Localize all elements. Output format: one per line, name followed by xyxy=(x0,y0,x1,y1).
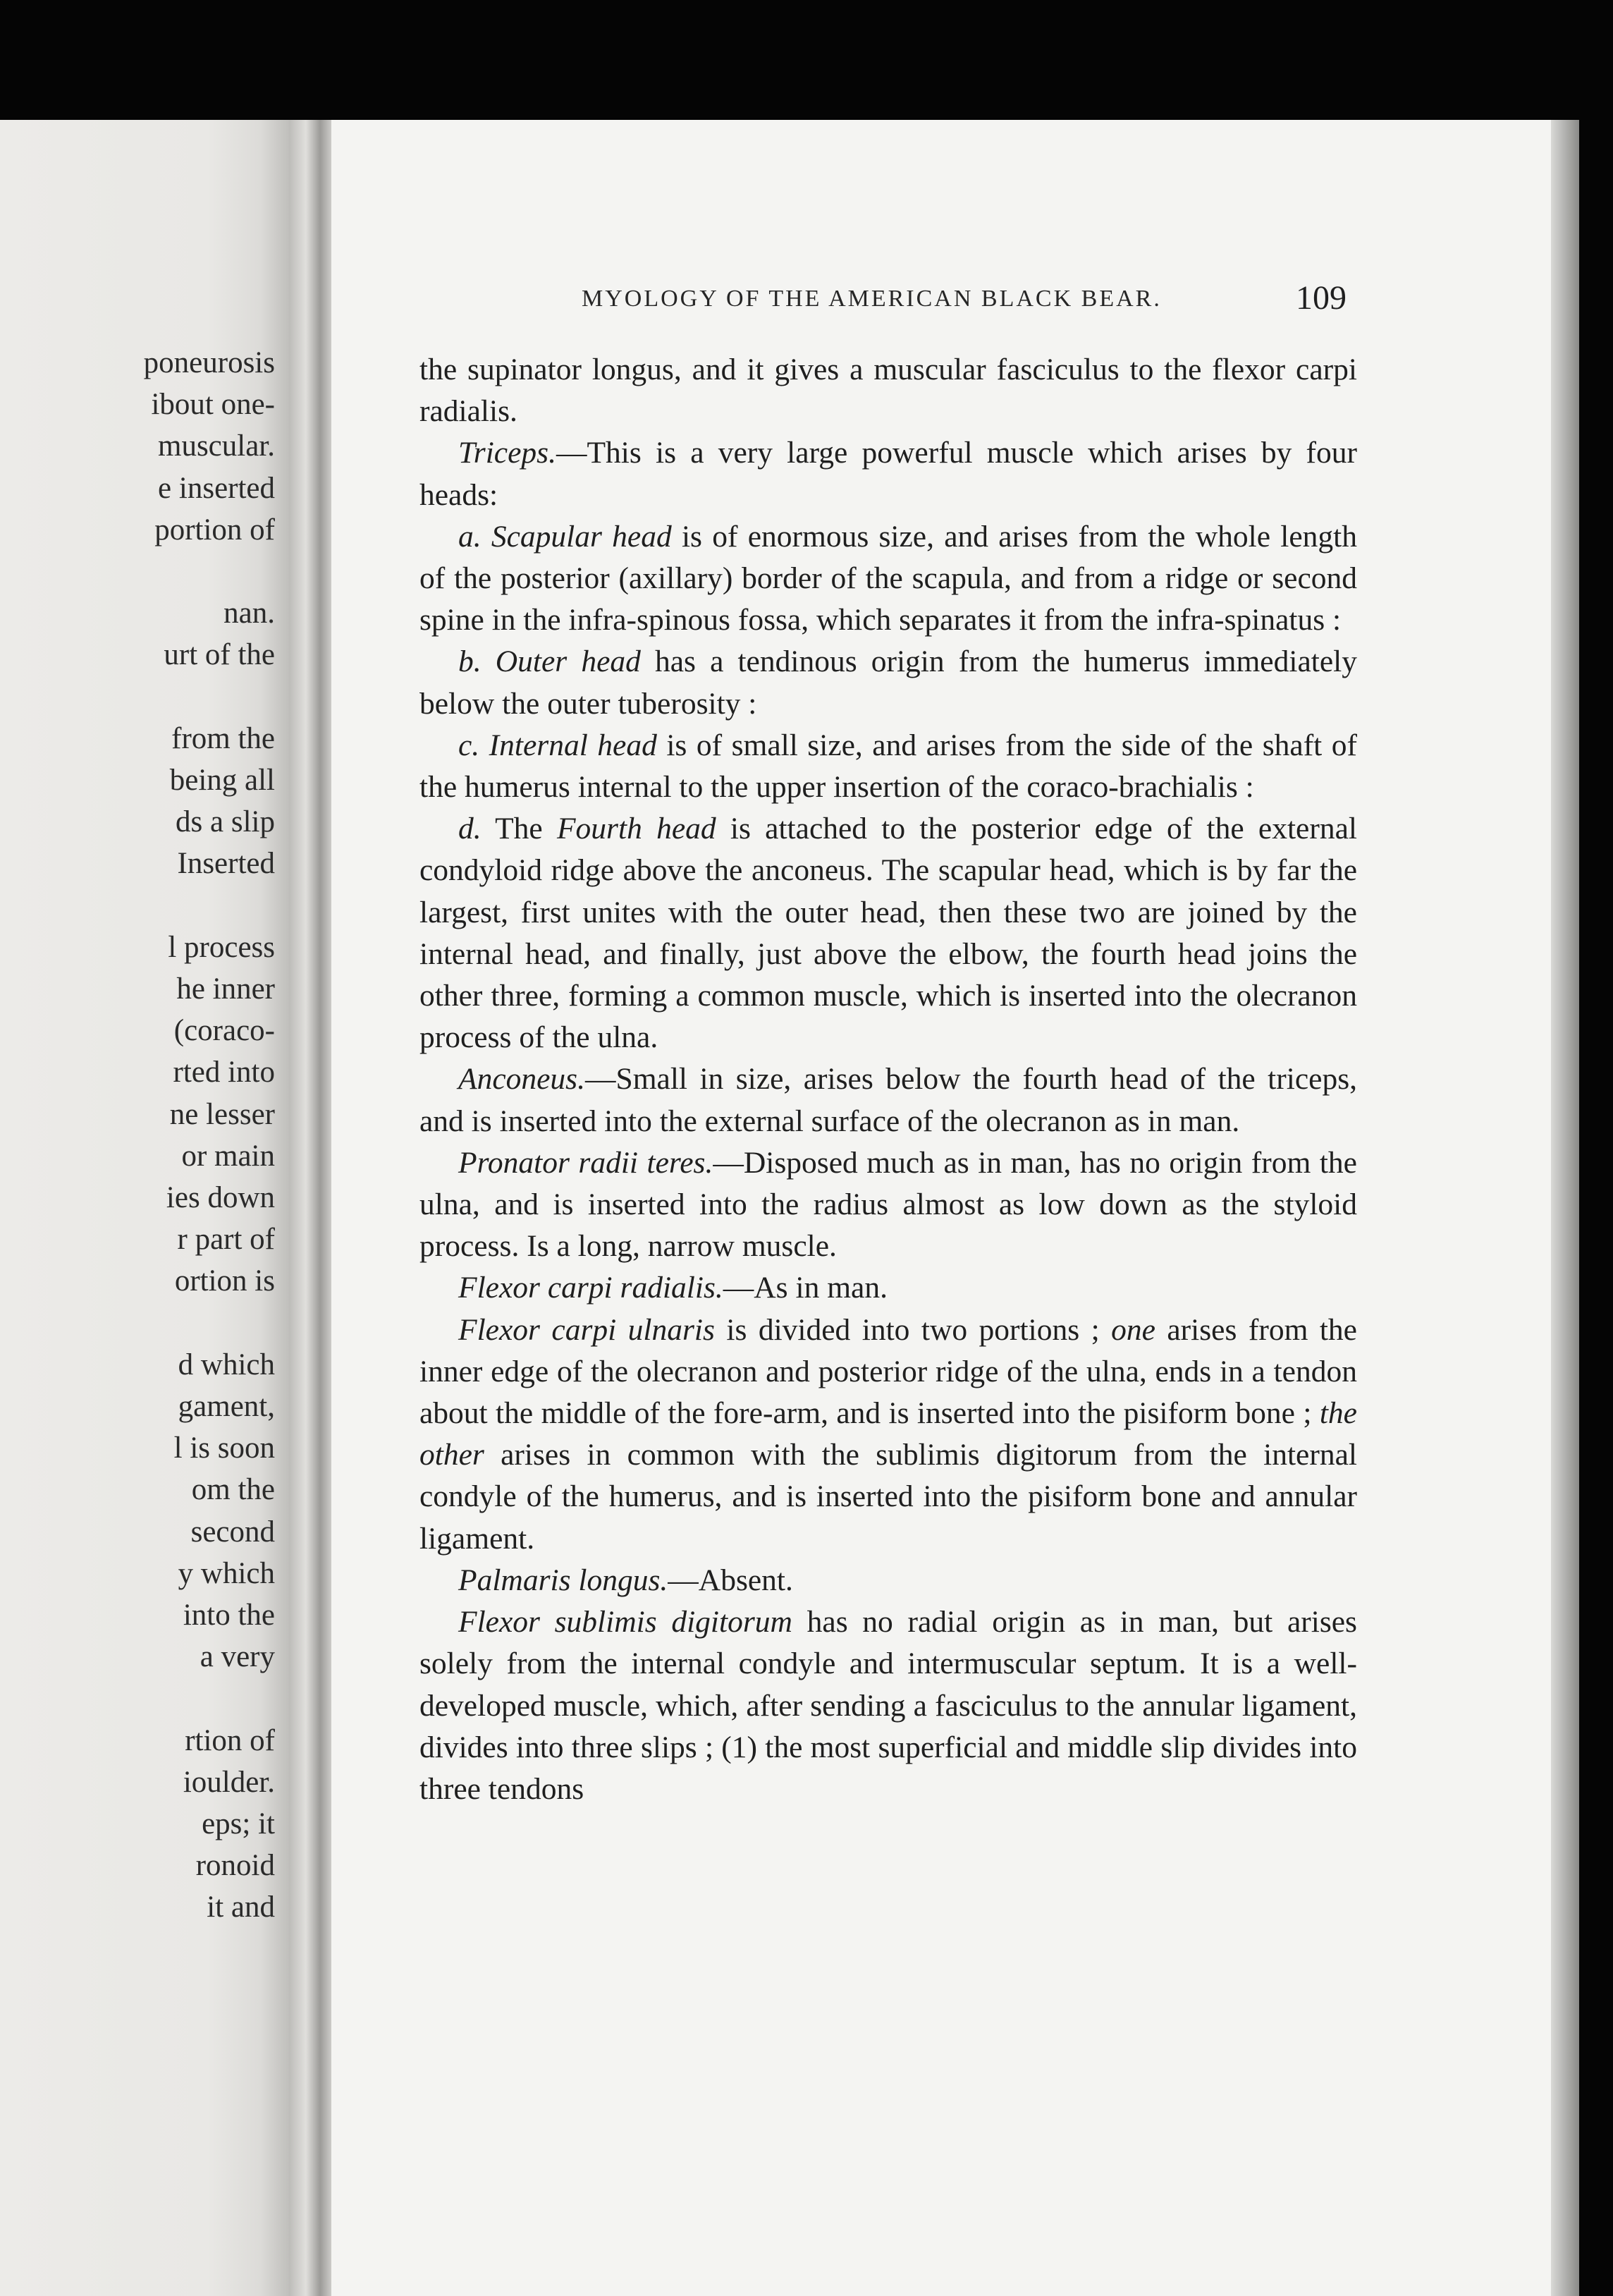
italic-run: Triceps. xyxy=(458,436,556,470)
left-page-line: portion of xyxy=(154,513,275,546)
left-page-line: second xyxy=(190,1515,275,1549)
left-page-line: om the xyxy=(191,1473,275,1507)
left-page-line: ronoid xyxy=(195,1849,275,1883)
left-page-line: r part of xyxy=(177,1223,275,1257)
body-text xyxy=(419,349,1357,1810)
text-run: —Small in size, arises below the fourth head of the triceps, and is inserted into the external surface of the olecranon as in man. xyxy=(419,1062,1357,1138)
paragraph xyxy=(419,1142,1357,1268)
left-page-line: it and xyxy=(207,1891,275,1924)
text-run: is attached to the posterior edge of the external condyloid ridge above the anconeus. The scapular head, which is by far the largest, first unites with the outer head, then these two are joined by the internal head, and finally, just above the elbow, the fourth head joins the other three, forming a common muscle, which is inserted into the olecranon process of the ulna. xyxy=(419,812,1357,1055)
paragraph xyxy=(419,725,1357,808)
text-run: —Disposed much as in man, has no origin from the ulna, and is inserted into the radius almost as low down as the styloid process. Is a long, narrow muscle. xyxy=(419,1145,1357,1264)
text-run: —As in man. xyxy=(723,1271,888,1305)
text-run: is divided into two portions ; xyxy=(714,1312,1112,1347)
left-page-line: urt of the xyxy=(164,638,275,672)
paragraph xyxy=(419,808,1357,1058)
left-page-line: poneurosis xyxy=(143,346,275,379)
left-page-line: ortion is xyxy=(174,1264,275,1298)
left-page-line: ne lesser xyxy=(169,1097,275,1131)
text-run: has no radial origin as in man, but arises solely from the internal condyle and intermuscular septum. It is a well-developed muscle, which, after sending a fasciculus to the annular ligament, divides into three slips ; (1) the most superficial and middle slip divides into three tendons xyxy=(419,1605,1357,1806)
italic-run: Palmaris longus. xyxy=(458,1563,668,1597)
italic-run: b. Outer head xyxy=(458,645,641,679)
paragraph xyxy=(419,1309,1357,1560)
italic-run: d. xyxy=(458,812,482,846)
paragraph xyxy=(419,349,1357,432)
paragraph xyxy=(419,1267,1357,1309)
left-page-line: or main xyxy=(181,1139,275,1173)
left-page-line: e inserted xyxy=(158,471,275,505)
left-page-line: being all xyxy=(169,764,275,797)
left-page-line: rtion of xyxy=(185,1723,275,1757)
paragraph xyxy=(419,641,1357,724)
left-page-line: l process xyxy=(168,930,275,964)
left-page-line: l is soon xyxy=(173,1431,275,1465)
page-number: 109 xyxy=(1296,279,1347,317)
left-page-line: into the xyxy=(183,1599,275,1632)
text-run: is of small size, and arises from the side of the shaft of the humerus internal to the upper insertion of the coraco-brachialis : xyxy=(419,728,1357,805)
italic-run: Flexor carpi radialis. xyxy=(458,1271,723,1305)
left-page-line: (coraco- xyxy=(173,1014,275,1048)
left-page-line: ioulder. xyxy=(183,1765,275,1799)
italic-run: c. Internal head xyxy=(458,728,657,762)
left-page-line: ds a slip xyxy=(176,805,275,839)
text-run: The xyxy=(481,812,557,846)
left-page-line: from the xyxy=(171,721,275,755)
left-page-line: y which xyxy=(178,1556,275,1590)
paragraph xyxy=(419,432,1357,515)
page-edge-shadow xyxy=(1551,120,1579,2296)
italic-run: Fourth head xyxy=(556,812,716,846)
left-page-line: nan. xyxy=(223,597,275,630)
italic-run: one xyxy=(1111,1312,1155,1347)
italic-run: the other xyxy=(419,1396,1357,1472)
left-page-line: ibout one- xyxy=(151,388,275,422)
italic-run: Flexor sublimis digitorum xyxy=(458,1605,792,1639)
italic-run: Pronator radii teres. xyxy=(458,1145,713,1180)
running-title: MYOLOGY OF THE AMERICAN BLACK BEAR. xyxy=(582,286,1162,312)
text-run: is of enormous size, and arises from the whole length of the posterior (axillary) border of the scapula, and from a ridge or second spine in the infra-spinous fossa, which separates it from the infra-spinatus : xyxy=(419,519,1357,637)
left-page-line: muscular. xyxy=(158,429,275,463)
text-run: —Absent. xyxy=(668,1563,793,1597)
text-run: the supinator longus, and it gives a muscular fasciculus to the flexor carpi radialis. xyxy=(419,353,1357,429)
left-page xyxy=(0,120,296,2296)
left-page-line: d which xyxy=(178,1348,275,1381)
italic-run: Flexor carpi ulnaris xyxy=(458,1312,715,1347)
left-page-line: eps; it xyxy=(202,1807,275,1840)
italic-run: a. Scapular head xyxy=(458,519,672,554)
text-run: —This is a very large powerful muscle which arises by four heads: xyxy=(419,436,1357,512)
text-run: arises from the inner edge of the olecranon and posterior ridge of the ulna, ends in a tendon about the middle of the fore-arm, and is inserted into the pisiform bone ; xyxy=(419,1312,1357,1431)
text-run: has a tendinous origin from the humerus immediately below the outer tuberosity : xyxy=(419,645,1357,721)
text-run: arises in common with the sublimis digitorum from the internal condyle of the humerus, and is inserted into the pisiform bone and annular ligament. xyxy=(419,1438,1357,1556)
left-page-line: he inner xyxy=(176,972,275,1006)
left-page-line: rted into xyxy=(173,1056,275,1089)
paragraph xyxy=(419,1601,1357,1810)
left-page-line: gament, xyxy=(178,1390,275,1423)
paragraph xyxy=(419,1058,1357,1142)
left-page-line: ies down xyxy=(166,1181,275,1214)
italic-run: Anconeus. xyxy=(458,1062,585,1097)
left-page-line: Inserted xyxy=(177,847,275,881)
paragraph xyxy=(419,1560,1357,1601)
left-page-line: a very xyxy=(200,1640,275,1674)
paragraph xyxy=(419,516,1357,642)
